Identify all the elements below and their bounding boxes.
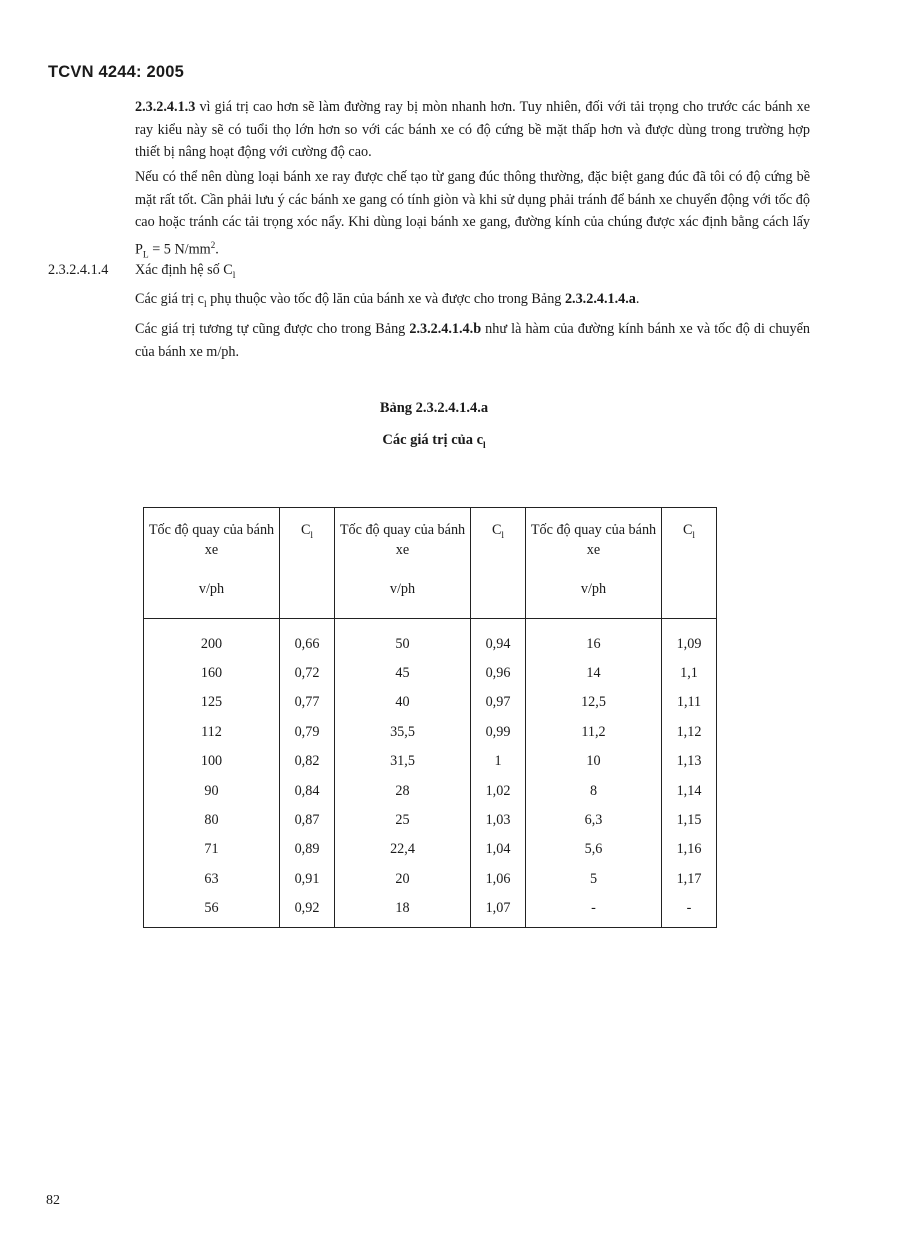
header-speed — [144, 508, 280, 619]
document-header: TCVN 4244: 2005 — [48, 63, 184, 81]
paragraph-end: . — [635, 291, 640, 307]
subscript: l — [203, 299, 207, 310]
table-cell: 1,09 — [662, 619, 717, 659]
table-cell: 10 — [526, 747, 662, 776]
table-row — [144, 776, 717, 805]
table-cell: 6,3 — [526, 805, 662, 834]
table-cell: 5 — [526, 864, 662, 893]
table-cell: 200 — [144, 619, 280, 659]
table-cell: 0,87 — [280, 805, 335, 834]
table-cell: 35,5 — [335, 717, 471, 746]
table-cell: 1,13 — [662, 747, 717, 776]
table-cell: 0,97 — [471, 688, 526, 717]
paragraph-text-tail: = 5 N/mm — [148, 241, 211, 258]
header-coef — [471, 508, 526, 619]
header-coef — [280, 508, 335, 619]
header-speed-unit: v/ph — [198, 581, 225, 597]
table-cell: 0,84 — [280, 776, 335, 805]
header-speed-label: Tốc độ quay của bánh xe — [339, 522, 466, 558]
subscript: l — [310, 530, 314, 541]
table-cell: 63 — [144, 864, 280, 893]
header-speed-unit: v/ph — [389, 581, 416, 597]
subscript: l — [501, 530, 505, 541]
table-cell: 28 — [335, 776, 471, 805]
section-title-text: Xác định hệ số C — [135, 262, 233, 278]
table-cell: 1,1 — [662, 658, 717, 687]
paragraph-2-3-2-4-1-3 — [135, 96, 810, 164]
subscript: L — [142, 250, 149, 261]
table-cell: 45 — [335, 658, 471, 687]
table-subcaption-text: Các giá trị của c — [382, 432, 484, 448]
table-cell: 18 — [335, 894, 471, 928]
table-cell: 12,5 — [526, 688, 662, 717]
table-header-row — [144, 508, 717, 619]
table-row — [144, 864, 717, 893]
superscript: 2 — [210, 239, 216, 250]
table-cell: 8 — [526, 776, 662, 805]
table-caption: Bảng 2.3.2.4.1.4.a — [379, 400, 489, 416]
table-cell: 20 — [335, 864, 471, 893]
table-row — [144, 805, 717, 834]
paragraph-text: Các giá trị c — [135, 291, 204, 307]
table-reference: 2.3.2.4.1.4.a — [564, 291, 636, 307]
subscript: l — [692, 530, 696, 541]
table-cell: 40 — [335, 688, 471, 717]
subscript: l — [483, 440, 486, 451]
table-cell: 22,4 — [335, 835, 471, 864]
table-cell: 5,6 — [526, 835, 662, 864]
table-cell: 160 — [144, 658, 280, 687]
table-cell: 1,15 — [662, 805, 717, 834]
table-cell: 0,82 — [280, 747, 335, 776]
paragraph-text: như là hàm của đường kính bánh xe và tốc độ di chuyển của bánh xe m/ph. — [135, 321, 810, 360]
table-cell: - — [662, 894, 717, 928]
table-subcaption — [0, 432, 868, 451]
table-cell: 16 — [526, 619, 662, 659]
clause-number: 2.3.2.4.1.3 — [135, 99, 196, 115]
header-speed-label: Tốc độ quay của bánh xe — [148, 522, 275, 558]
header-speed-label: Tốc độ quay của bánh xe — [530, 522, 657, 558]
paragraph-text: Các giá trị tương tự cũng được cho trong Bảng — [135, 321, 410, 337]
table-cell: 80 — [144, 805, 280, 834]
table-cell: 0,79 — [280, 717, 335, 746]
table-cell: 0,92 — [280, 894, 335, 928]
table-cell: 0,89 — [280, 835, 335, 864]
table-cell: 0,72 — [280, 658, 335, 687]
table-row — [144, 658, 717, 687]
table-cell: 1,17 — [662, 864, 717, 893]
table-row — [144, 688, 717, 717]
table-cell: 14 — [526, 658, 662, 687]
table-cell: 71 — [144, 835, 280, 864]
paragraph-text: vì giá trị cao hơn sẽ làm đường ray bị mòn nhanh hơn. Tuy nhiên, đối với tải trọng cho trước các bánh xe ray kiểu này sẽ có tuổi thọ lớn hơn so với các bánh xe có độ cứng bề mặt thấp hơn và được dùng trong trường hợp thiết bị nâng hoạt động với cường độ cao. — [135, 99, 810, 160]
table-cell: 1,14 — [662, 776, 717, 805]
section-number: 2.3.2.4.1.4 — [48, 262, 109, 278]
table-cell: 1,12 — [662, 717, 717, 746]
subscript: l — [232, 270, 236, 281]
paragraph-text: Nếu có thể nên dùng loại bánh xe ray được chế tạo từ gang đúc thông thường, đặc biệt gang đúc đã tôi có độ cứng bề mặt rất tốt. Cần phải lưu ý các bánh xe gang có tính giòn và khi sử dụng phải tránh để bánh xe chuyển động với tốc độ cao hoặc tránh các tải trọng xóc nẩy. Khi dùng loại bánh xe gang, đường kính của chúng được xác định bằng cách lấy P — [135, 169, 810, 258]
table-cell: 1,16 — [662, 835, 717, 864]
table-cell: 50 — [335, 619, 471, 659]
paragraph-c1-values — [135, 288, 810, 316]
table-cell: 0,91 — [280, 864, 335, 893]
header-speed — [526, 508, 662, 619]
table-cell: 0,99 — [471, 717, 526, 746]
header-coef-label: C — [491, 522, 502, 538]
header-speed-unit: v/ph — [580, 581, 607, 597]
table-row — [144, 835, 717, 864]
table-cell: 90 — [144, 776, 280, 805]
table-cell: 1 — [471, 747, 526, 776]
paragraph-text: phụ thuộc vào tốc độ lăn của bánh xe và được cho trong Bảng — [206, 291, 565, 307]
table-reference: 2.3.2.4.1.4.b — [409, 321, 482, 337]
section-title — [135, 262, 235, 281]
table-cell: 1,07 — [471, 894, 526, 928]
table-cell: 56 — [144, 894, 280, 928]
table-cell: 0,66 — [280, 619, 335, 659]
table-cell: 1,04 — [471, 835, 526, 864]
table-row — [144, 717, 717, 746]
table-cell: 1,02 — [471, 776, 526, 805]
table-cell: 0,96 — [471, 658, 526, 687]
table-row — [144, 619, 717, 659]
header-coef — [662, 508, 717, 619]
table-cell: 0,77 — [280, 688, 335, 717]
paragraph-end: . — [215, 241, 219, 258]
header-speed — [335, 508, 471, 619]
table-cell: 11,2 — [526, 717, 662, 746]
paragraph-similar-values — [135, 318, 810, 363]
paragraph-cast-iron-wheels — [135, 166, 810, 267]
table-row — [144, 747, 717, 776]
table-cell: 1,11 — [662, 688, 717, 717]
table-cell: 25 — [335, 805, 471, 834]
c1-values-table — [143, 507, 717, 928]
table-cell: 1,06 — [471, 864, 526, 893]
table-cell: - — [526, 894, 662, 928]
header-coef-label: C — [682, 522, 693, 538]
table-row — [144, 894, 717, 928]
table-cell: 31,5 — [335, 747, 471, 776]
page-number: 82 — [46, 1193, 60, 1208]
table-cell: 1,03 — [471, 805, 526, 834]
table-cell: 112 — [144, 717, 280, 746]
header-coef-label: C — [300, 522, 311, 538]
table-cell: 0,94 — [471, 619, 526, 659]
table-cell: 125 — [144, 688, 280, 717]
table-cell: 100 — [144, 747, 280, 776]
